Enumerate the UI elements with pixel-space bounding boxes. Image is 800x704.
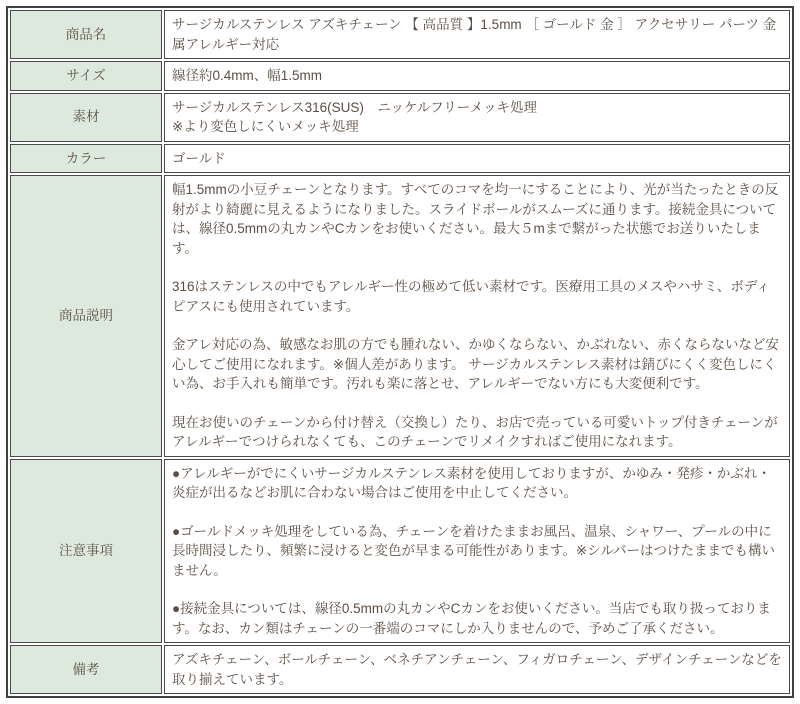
row-value-size: 線径約0.4mm、幅1.5mm xyxy=(164,61,790,91)
material-line-1: サージカルステンレス316(SUS) ニッケルフリーメッキ処理 xyxy=(172,99,537,115)
spec-row-remarks xyxy=(10,645,790,694)
row-header-description: 商品説明 xyxy=(10,175,162,457)
description-paragraph-1: 幅1.5mmの小豆チェーンとなります。すべてのコマを均一にすることにより、光が当たったときの反射がより綺麗に見えるようになりました。スライドボールがスムーズに通ります。接続金具については、線径0.5mmの丸カンやCカンをお使いください。最大５mまで繋がった状態でお送りいたします。 xyxy=(172,182,779,256)
notes-paragraph-1: ●アレルギーがでにくいサージカルステンレス素材を使用しておりますが、かゆみ・発疹・かぶれ・炎症が出るなどお肌に合わない場合はご使用を中止してください。 xyxy=(172,465,771,500)
row-header-size: サイズ xyxy=(10,61,162,91)
row-header-product-name: 商品名 xyxy=(10,10,162,59)
row-value-remarks: アズキチェーン、ボールチェーン、ベネチアンチェーン、フィガロチェーン、デザインチェーンなどを取り揃えています。 xyxy=(164,645,790,694)
row-header-material: 素材 xyxy=(10,93,162,142)
row-value-color: ゴールド xyxy=(164,144,790,174)
spec-row-description xyxy=(10,175,790,457)
row-value-notes xyxy=(164,459,790,644)
notes-paragraph-2: ●ゴールドメッキ処理をしている為、チェーンを着けたままお風呂、温泉、シャワー、プールの中に長時間浸したり、頻繁に浸けると変色が早まる可能性があります。※シルバーはつけたままでも構いません。 xyxy=(172,523,775,578)
material-line-2: ※より変色しにくいメッキ処理 xyxy=(172,119,359,134)
spec-row-color xyxy=(10,144,790,174)
spec-row-product-name xyxy=(10,10,790,59)
product-spec-table xyxy=(6,6,794,698)
notes-paragraph-3: ●接続金具については、線径0.5mmの丸カンやCカンをお使いください。当店でも取り扱っております。なお、カン類はチェーンの一番端のコマにしか入りませんので、予めご了承ください。 xyxy=(172,601,771,636)
row-header-notes: 注意事項 xyxy=(10,459,162,644)
spec-row-material xyxy=(10,93,790,142)
row-header-remarks: 備考 xyxy=(10,645,162,694)
row-header-color: カラー xyxy=(10,144,162,174)
row-value-material xyxy=(164,93,790,142)
row-value-description xyxy=(164,175,790,457)
row-value-product-name: サージカルステンレス アズキチェーン 【 高品質 】1.5mm ［ ゴールド 金 ］ アクセサリー パーツ 金属アレルギー対応 xyxy=(164,10,790,59)
spec-row-size xyxy=(10,61,790,91)
spec-row-notes xyxy=(10,459,790,644)
description-paragraph-2: 316はステンレスの中でもアレルギー性の極めて低い素材です。医療用工具のメスやハサミ、ボディピアスにも使用されています。 xyxy=(172,279,770,314)
description-paragraph-4: 現在お使いのチェーンから付け替え（交換し）たり、お店で売っている可愛いトップ付きチェーンがアレルギーでつけられなくても、このチェーンでリメイクすればご使用になれます。 xyxy=(172,414,778,449)
description-paragraph-3: 金アレ対応の為、敏感なお肌の方でも腫れない、かゆくならない、かぶれない、赤くならないなど安心してご使用になれます。※個人差があります。 サージカルステンレス素材は錆びにくく変色しにくい為、お手入れも簡単です。汚れも楽に落とせ、アレルギーでない方にも大変便利です。 xyxy=(172,337,779,391)
